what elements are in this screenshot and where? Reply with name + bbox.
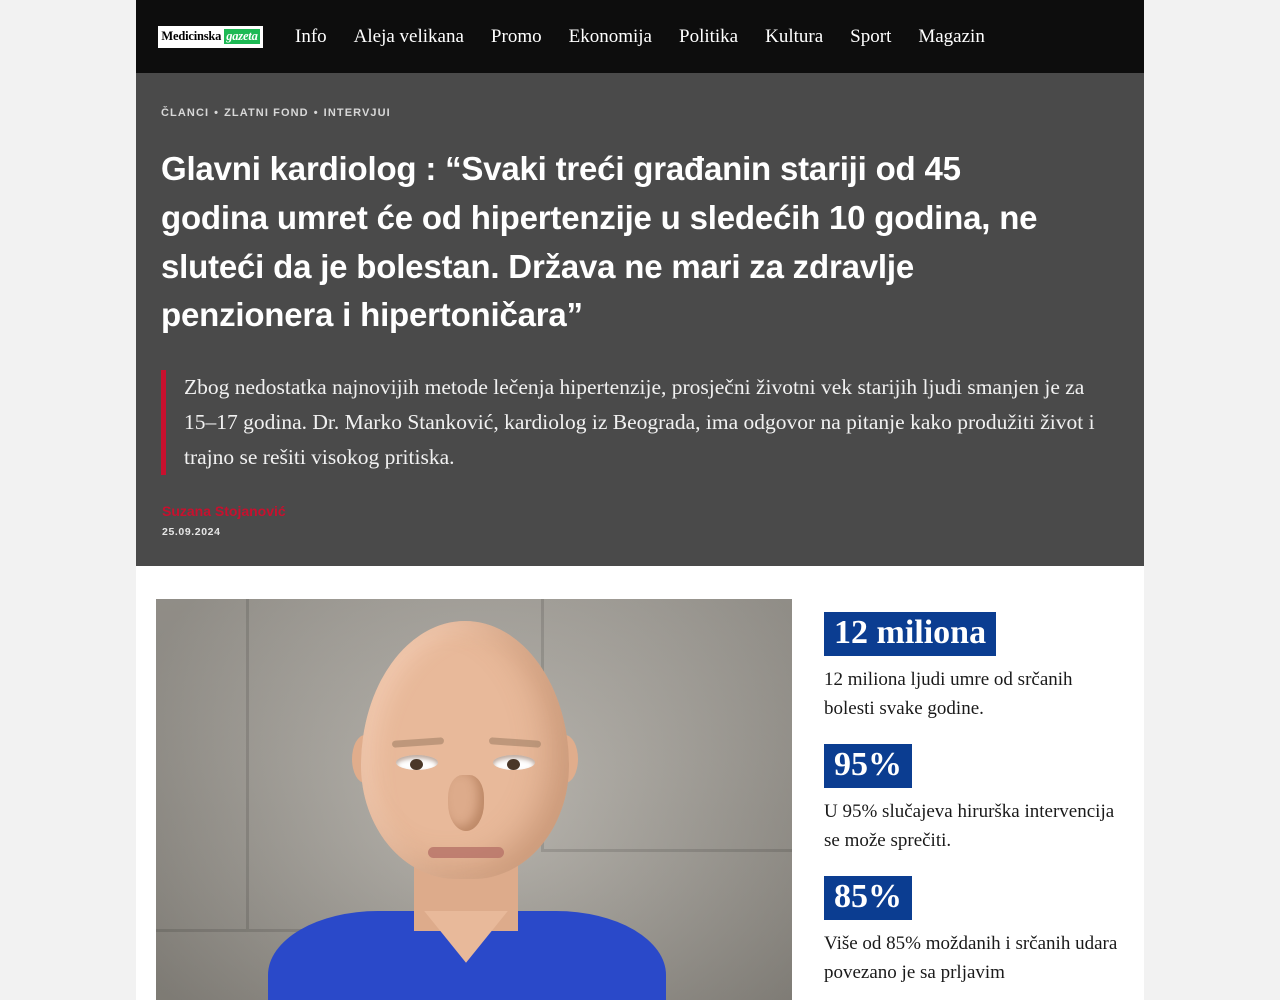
nav-item-politika[interactable]: Politika bbox=[679, 26, 739, 47]
standfirst-block bbox=[161, 370, 1120, 474]
stat-badge: 85% bbox=[824, 876, 912, 920]
site-logo[interactable] bbox=[158, 26, 263, 48]
logo-word-2: gazeta bbox=[226, 29, 258, 43]
stat-description: U 95% slučajeva hirurška intervencija se može sprečiti. bbox=[824, 800, 1115, 852]
nav-item-info[interactable]: Info bbox=[295, 26, 327, 47]
nav-item-aleja-velikana[interactable]: Aleja velikana bbox=[353, 26, 464, 47]
statistics-column bbox=[824, 599, 1122, 1000]
stat-item bbox=[824, 744, 1122, 856]
article-hero bbox=[136, 73, 1144, 566]
eye-right bbox=[493, 755, 535, 770]
page-title: Glavni kardiolog : “Svaki treći građanin stariji od 45 godina umret će od hipertenzije u sledećih 10 godina, ne sluteći da je bolestan. Država ne mari za zdravlje penzionera i hipertoničara” bbox=[161, 150, 1038, 334]
breadcrumb bbox=[161, 107, 1120, 119]
article-author[interactable]: Suzana Stojanović bbox=[162, 502, 286, 519]
breadcrumb-item-intervjui[interactable]: INTERVJUI bbox=[323, 107, 391, 119]
nav-item-kultura[interactable]: Kultura bbox=[765, 26, 824, 47]
eye-left bbox=[396, 755, 438, 770]
breadcrumb-item-clanci[interactable]: ČLANCI bbox=[161, 107, 210, 119]
site-navbar bbox=[136, 0, 1144, 73]
nav-items bbox=[295, 27, 985, 46]
head bbox=[361, 621, 569, 879]
nav-item-ekonomija[interactable]: Ekonomija bbox=[568, 26, 652, 47]
nav-item-magazin[interactable]: Magazin bbox=[918, 26, 985, 47]
breadcrumb-separator: • bbox=[214, 107, 220, 119]
stat-item bbox=[824, 612, 1122, 724]
standfirst-text: Zbog nedostatka najnovijih metode lečenja hipertenzije, prosječni životni vek starijih ljudi smanjen je za 15–17 godina. Dr. Marko Stanković, kardiolog iz Beograda, ima odgovor na pitanje kako produžiti život i trajno se rešiti visokog pritiska. bbox=[184, 375, 1095, 469]
portrait-subject bbox=[156, 599, 792, 1000]
pupil-right bbox=[507, 759, 520, 770]
stat-description: Više od 85% moždanih i srčanih udara povezano je sa prljavim bbox=[824, 932, 1118, 984]
stat-badge: 12 miliona bbox=[824, 612, 996, 656]
nav-item-sport[interactable]: Sport bbox=[850, 26, 892, 47]
breadcrumb-separator: • bbox=[313, 107, 319, 119]
stat-item bbox=[824, 876, 1122, 988]
article-body bbox=[136, 566, 1144, 1000]
breadcrumb-item-zlatni-fond[interactable]: ZLATNI FOND bbox=[224, 107, 309, 119]
article-date: 25.09.2024 bbox=[162, 525, 221, 538]
doctor-portrait-image bbox=[156, 599, 792, 1000]
nose bbox=[448, 775, 484, 831]
mouth bbox=[428, 847, 504, 858]
stat-description: 12 miliona ljudi umre od srčanih bolesti svake godine. bbox=[824, 668, 1073, 720]
nav-item-promo[interactable]: Promo bbox=[490, 26, 542, 47]
pupil-left bbox=[410, 759, 423, 770]
stat-badge: 95% bbox=[824, 744, 912, 788]
article-frame bbox=[136, 0, 1144, 1000]
logo-word-1: Medicinska bbox=[161, 29, 222, 43]
